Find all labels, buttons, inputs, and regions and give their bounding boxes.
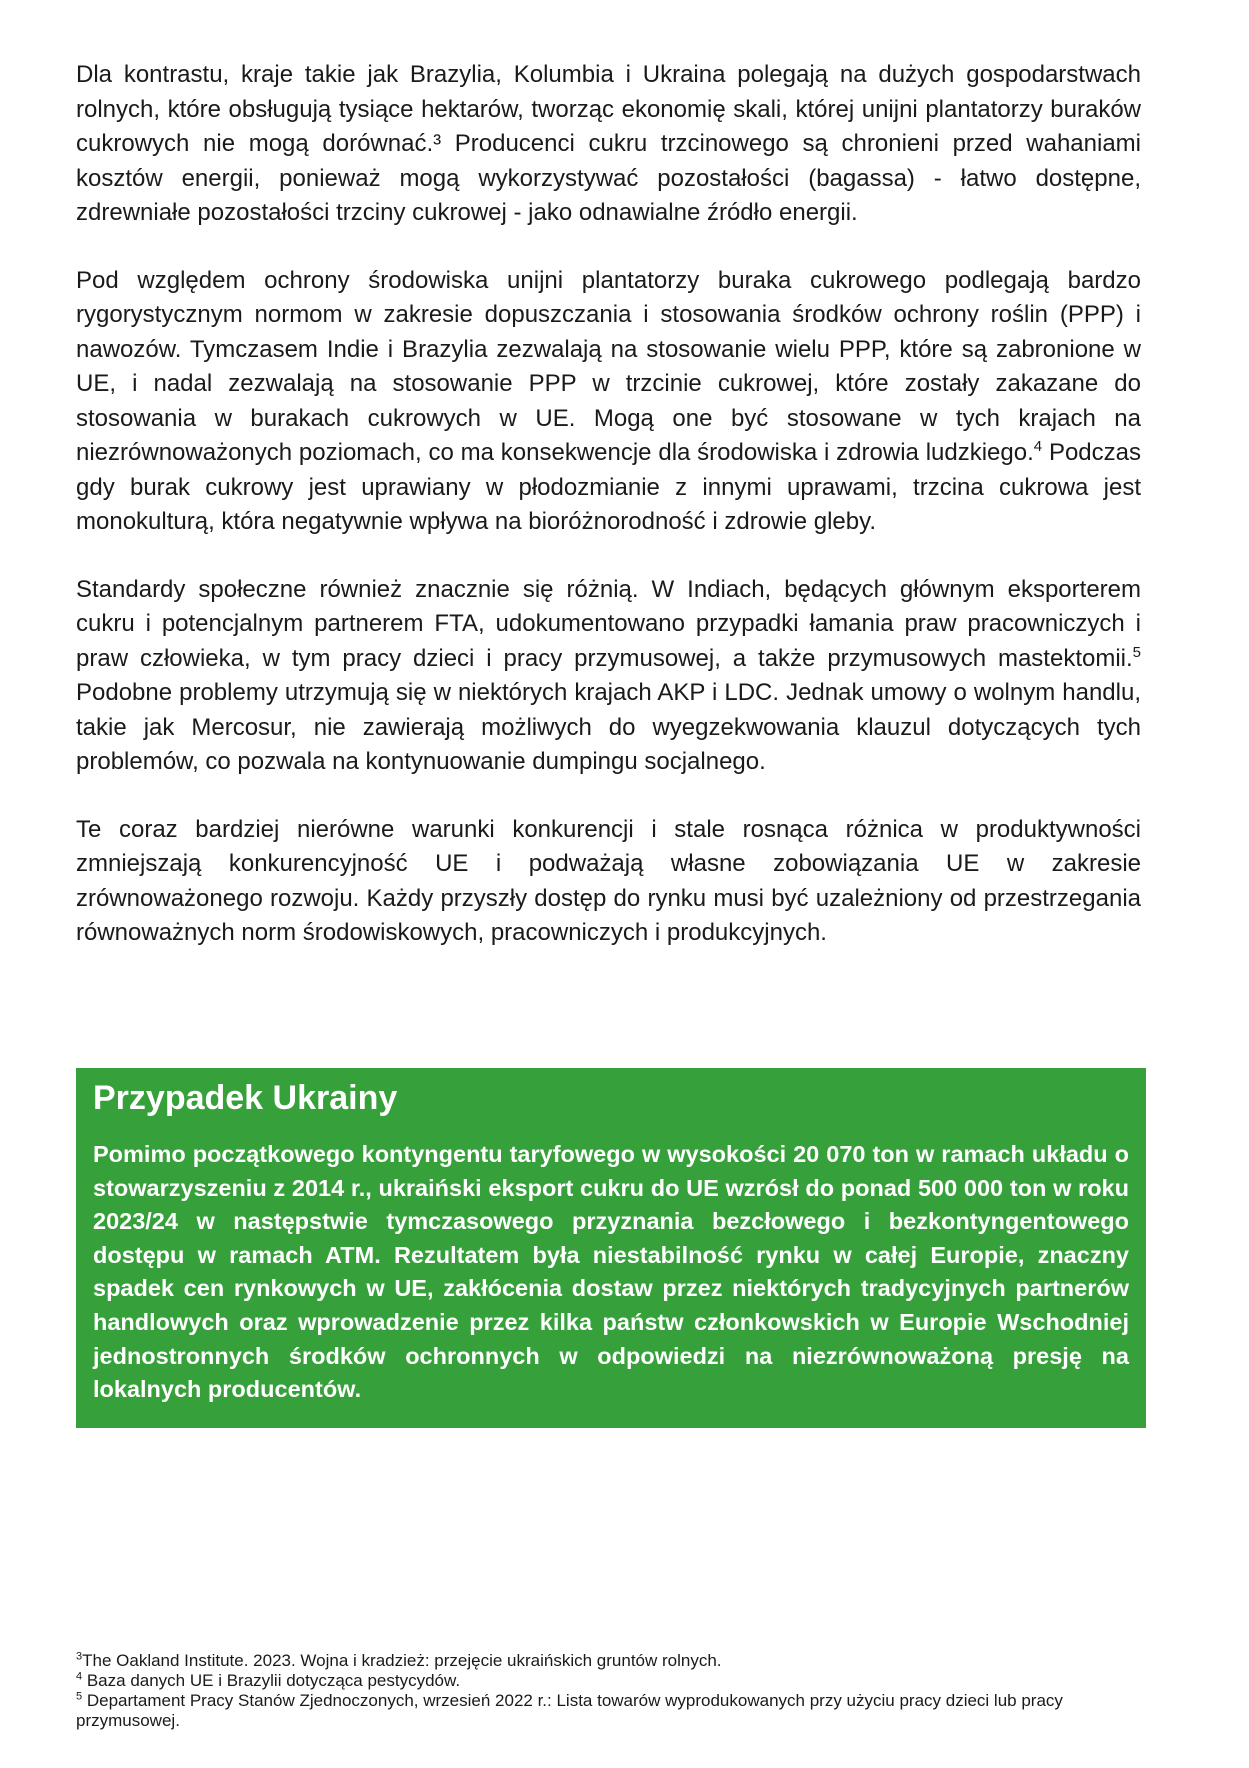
- footnote-mark: 5: [76, 1690, 83, 1703]
- footnote-reference: 5: [1132, 643, 1141, 661]
- paragraph-environment: [76, 264, 1141, 540]
- footnote-text: Baza danych UE i Brazylii dotycząca pestycydów.: [82, 1671, 461, 1690]
- paragraph-text: Standardy społeczne również znacznie się różnią. W Indiach, będących głównym eksporterem cukru i potencjalnym partnerem FTA, udokumentowano przypadki łamania praw pracowniczych i praw człowieka, w tym pracy dzieci i pracy przymusowej, a także przymusowych mastektomii.: [76, 575, 1141, 672]
- footnote-4: [76, 1671, 1146, 1691]
- footnotes: [76, 1651, 1146, 1731]
- footnote-mark: 4: [76, 1670, 83, 1683]
- footnote-mark: 3: [76, 1650, 83, 1663]
- footnote-reference: 4: [1033, 438, 1043, 455]
- paragraph-text: Dla kontrastu, kraje takie jak Brazylia, Kolumbia i Ukraina polegają na dużych gospodarstwach rolnych, które obsługują tysiące hektarów, tworząc ekonomię skali, której unijni plantatorzy buraków cukrowych nie mogą dorównać.³ Producenci cukru trzcinowego są chronieni przed wahaniami kosztów energii, ponieważ mogą wykorzystywać pozostałości (bagassa) - łatwo dostępne, zdrewniałe pozostałości trzciny cukrowej - jako odnawialne źródło energii.: [76, 61, 1141, 226]
- paragraph-text: Te coraz bardziej nierówne warunki konkurencji i stale rosnąca różnica w produktywności zmniejszają konkurencyjność UE i podważają własne zobowiązania UE w zakresie zrównoważonego rozwoju. Każdy przyszły dostęp do rynku musi być uzależniony od przestrzegania równoważnych norm środowiskowych, pracowniczych i produkcyjnych.: [76, 815, 1141, 946]
- paragraph-text: Pod względem ochrony środowiska unijni plantatorzy buraka cukrowego podlegają bardzo rygorystycznym normom w zakresie dopuszczania i stosowania środków ochrony roślin (PPP) i nawozów. Tymczasem Indie i Brazylia zezwalają na stosowanie wielu PPP, które są zabronione w UE, i nadal zezwalają na stosowanie PPP w trzcinie cukrowej, które zostały zakazane do stosowania w burakach cukrowych w UE. Mogą one być stosowane w tych krajach na niezrównoważonych poziomach, co ma konsekwencje dla środowiska i zdrowia ludzkiego.: [76, 266, 1141, 466]
- paragraph-conclusion: [76, 813, 1141, 951]
- paragraph-scale-economies: [76, 58, 1141, 231]
- footnote-text: The Oakland Institute. 2023. Wojna i kradzież: przejęcie ukraińskich gruntów rolnych.: [82, 1651, 722, 1670]
- box-title: Przypadek Ukrainy: [93, 1079, 398, 1117]
- body-text: [76, 58, 1141, 984]
- paragraph-text-continued: Podczas gdy burak cukrowy jest uprawiany w płodozmianie z innymi uprawami, trzcina cukrowa jest monokulturą, która negatywnie wpływa na bioróżnorodność i zdrowie gleby.: [76, 439, 1141, 535]
- footnote-3: [76, 1651, 1146, 1671]
- paragraph-social-standards: [76, 573, 1141, 780]
- footnote-text: Departament Pracy Stanów Zjednoczonych, wrzesień 2022 r.: Lista towarów wyprodukowanych przy użyciu pracy dzieci lub pracy przymusowej.: [76, 1691, 1063, 1730]
- paragraph-text-continued: Podobne problemy utrzymują się w niektórych krajach AKP i LDC. Jednak umowy o wolnym handlu, takie jak Mercosur, nie zawierają możliwych do wyegzekwowania klauzul dotyczących tych problemów, co pozwala na kontynuowanie dumpingu socjalnego.: [76, 679, 1141, 775]
- ukraine-case-box: [76, 1068, 1146, 1428]
- footnote-5: [76, 1691, 1146, 1731]
- box-text: Pomimo początkowego kontyngentu taryfowego w wysokości 20 070 ton w ramach układu o stowarzyszeniu z 2014 r., ukraiński eksport cukru do UE wzrósł do ponad 500 000 ton w roku 2023/24 w następstwie tymczasowego przyznania bezcłowego i bezkontyngentowego dostępu w ramach ATM. Rezultatem była niestabilność rynku w całej Europie, znaczny spadek cen rynkowych w UE, zakłócenia dostaw przez niektórych tradycyjnych partnerów handlowych oraz wprowadzenie przez kilka państw członkowskich w Europie Wschodniej jednostronnych środków ochronnych w odpowiedzi na niezrównoważoną presję na lokalnych producentów.: [93, 1141, 1129, 1403]
